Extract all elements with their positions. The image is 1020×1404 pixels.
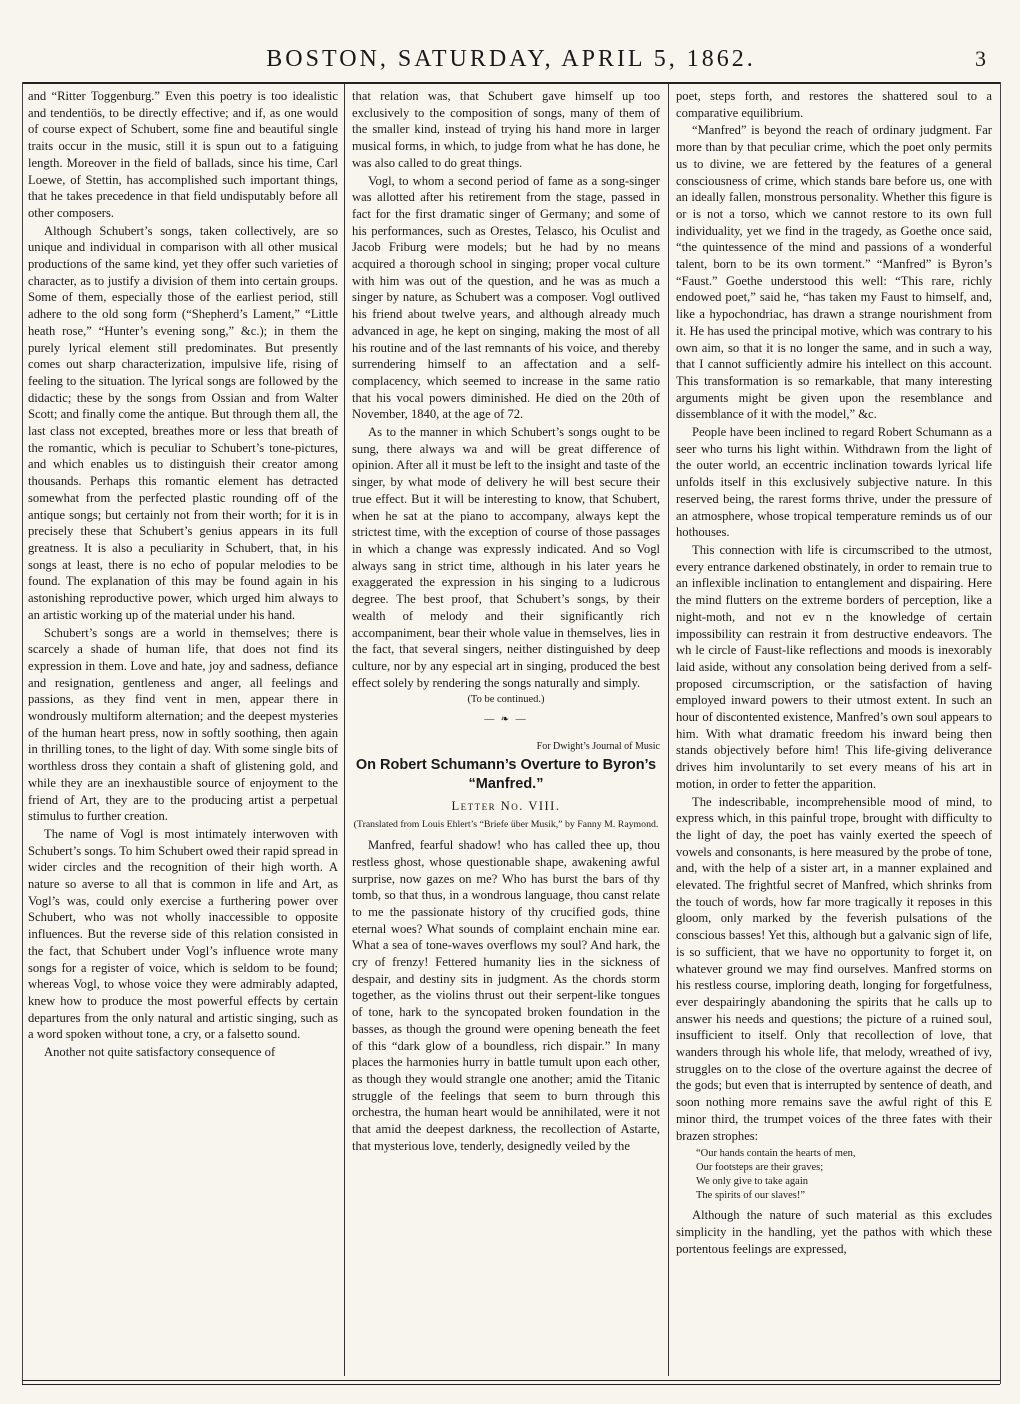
column-1 [28, 88, 338, 1378]
poem-line: “Our hands contain the hearts of men, [696, 1148, 856, 1160]
poem-quote [696, 1147, 992, 1203]
page-header [22, 40, 1000, 76]
frame-right [1000, 82, 1001, 1384]
column-3 [676, 88, 992, 1378]
poem-line: We only give to take again [696, 1176, 808, 1188]
col1-paragraph-4: The name of Vogl is most intimately interwoven with Schubert’s songs. To him Schubert owed their rapid spread in wider circles and the recognition of their high worth. A nature so averse to all that is common in life and Art, as Vogl’s was, could only exercise a furthering power over Schubert, who was not wholly inaccessible to opposite influences. But the reverse side of this relation consisted in the fact, that Schubert under Vogl’s influence wrote many songs for a register of voice, which is seldom to be found; whereas Vogl, to whose voice they were admirably adapted, knew how to produce the most powerful effects by certain departures from the only natural and artistic singing, such as a word spoken without tone, a cry, or a falsetto sound. [28, 826, 338, 1042]
col1-paragraph-1: and “Ritter Toggenburg.” Even this poetry is too idealistic and tendentiös, to be directly effective; and if, as one would of course expect of Schubert, some fine and beautiful single traits occur in the music, still it is spun out to a fatiguing length. Moreover in the field of ballads, since his time, Carl Loewe, of Stettin, has accomplished such important things, that he takes precedence in that field undisputably before all other composers. [28, 89, 338, 220]
col1-paragraph-3: Schubert’s songs are a world in themselves; there is scarcely a shade of human life, that does not find its expression in them. Love and hate, joy and sadness, defiance and resignation, gentleness and anger, all feelings and passions, as they find vent in men, appear there in wondrously multiform alternation; and the deepest mysteries of the human heart press, now in softly soothing, then again in thrilling tones, to the light of day. With some single bits of worthless dross they contain a shaft of glistening gold, and while they are an inexhaustible source of enjoyment to the friend of Art, they are to the producing artist a perpetual stimulus to further creation. [28, 625, 338, 824]
poem-line: Our footsteps are their graves; [696, 1162, 824, 1174]
page-number: 3 [975, 46, 986, 71]
col3-paragraph-2: “Manfred” is beyond the reach of ordinary judgment. Far more than by that peculiar crime, which the poet only permits us to divine, we are fettered by the features of a general consciousness of crime, which stands bare before us, one with an ideally fallen, monstrous personality. Whether this figure is or is not a torso, which we cannot restore to its own full individuality, yet we find in the tragedy, as Goethe once said, “the quintessence of the mind and passions of a wonderful talent, born to be its own torment.” “Manfred” is Byron’s “Faust.” Goethe understood this well: “This rare, richly endowed poet,” said he, “has taken my Faust to himself, and, like a hypochondriac, has drawn a strange nourishment from it. He has used the principal motive, which was contrary to his own aim, so that it is no longer the same, and in such a way, that I cannot sufficiently admire his intellect on this account. This transformation is so remarkable, that many interesting arguments might be given upon the resemblance and dissemblance of it with the model,” &c. [676, 123, 992, 422]
col1-paragraph-5: Another not quite satisfactory consequence of [44, 1045, 276, 1060]
column-divider-1 [344, 84, 345, 1376]
translation-note: (Translated from Louis Ehlert’s “Briefe über Musik,” by Fanny M. Raymond. [353, 819, 659, 831]
footer-rule [22, 1380, 1000, 1381]
header-rule [22, 82, 1000, 84]
col2-paragraph-4: Manfred, fearful shadow! who has called thee up, thou restless ghost, whose questionable shape, awakening awful surprise, now gazes on me? Who has burst the bars of thy tomb, so that thus, in a wondrous language, thou canst relate to me the passionate history of thy crucified gods, thine eternal woes? What sounds of complaint enchain mine ear. What a sea of tone-waves overflows my soul? And hark, the cry of frenzy! Fettered humanity lies in the sickness of despair, and destiny sits in judgment. As the chords storm together, as the violins thrust out their serpent-like tongues of tone, hark to the syncopated broken foundation in the basses, as though the ground were opening beneath the feet of this “dark glow of a boundless, rich dispair.” In many places the harmonies hurry in battle tumult upon each other, as though they would strangle one another; amid the Titanic struggle of the feelings that seem to burn through this orchestra, the human heart would be annihilated, were it not that amid the deepest darkness, the recollection of Astarte, that mysterious love, tenderly, designedly veiled by the [352, 838, 660, 1153]
footer-rule-double [22, 1384, 1000, 1385]
to-be-continued: (To be continued.) [467, 694, 545, 706]
masthead-title: BOSTON, SATURDAY, APRIL 5, 1862. [266, 46, 756, 72]
article-title: On Robert Schumann’s Overture to Byron’s “Manfred.” [355, 757, 657, 793]
col1-paragraph-2: Although Schubert’s songs, taken collectively, are so unique and individual in comparison with all other musical productions of the same kind, yet they offer such varieties of character, as to justify a division of them into certain groups. Some of them, especially those of the earliest period, still adhere to the old song form (“Shepherd’s Lament,” “Little heath rose,” “Hunter’s evening song,” &c.); in them the purely lyrical element still predominates. But presently comes out sharp characterization, impulsive life, rising of feeling to the situation. The lyrical songs are followed by the didactic; these by the songs from Ossian and from Walter Scott; and finally come the antique. But through them all, the last class not excepted, breathes more or less that breath of the romantic, which is peculiar to Schubert’s tone-pictures, and which enables us to distinguish their creator among thousands. Perhaps this romantic element has detracted somewhat from the perfected plastic rounding off of the antique songs; but certainly not from their worth; for it is in precisely these that Schubert’s genius appears in its full greatness. It is also a peculiarity in Schubert, that, in his songs at least, there is no echo of popular melodies to be found. The explanation of this may be found again in his astonishing reproductive power, which urged him always to an artistic working up of the material under his hand. [28, 223, 338, 622]
col3-paragraph-3: People have been inclined to regard Robert Schumann as a seer who turns his light within. Withdrawn from the light of the outer world, an eccentric inclination towards lyrical life unfolds itself in this exclusively subjective nature. In this reserved being, the rarest forms thrive, under the pressure of an atmosphere, whose tropical temperature reminds us of our hothouses. [676, 425, 992, 540]
col2-paragraph-2: Vogl, to whom a second period of fame as a song-singer was allotted after his retirement from the stage, passed in fact for the first dramatic singer of Germany; and some of his performances, such as Orestes, Telasco, his Oculist and Jacob Friburg were models; but he had by no means acquired a thorough school in singing; proper vocal culture with him was out of the question, and he was as much a singer by nature, as Schubert was a composer. Vogl outlived his friend about twelve years, and although already much advanced in age, he kept on singing, making the most of all his routine and of the last remnants of his voice, and thereby surrendering himself to an affectation and a self-complacency, which seemed to increase in the same ratio that his vocal powers diminished. He died on the 20th of November, 1840, at the age of 72. [352, 173, 660, 422]
frame-left [22, 82, 23, 1384]
col3-paragraph-5: The indescribable, incomprehensible mood of mind, to express which, in this painful trope, brought with difficulty to the light of day, the poet has vainly exerted the speech of vowels and consonants, is here measured by the probe of tone, and, with the help of a sister art, in a manner explained and elevated. The frightful secret of Manfred, which shrinks from the touch of words, how far more tragically it reposes in this gloom, only marked by the feverish pulsations of the conscious basses! Yet this, although but a galvanic sign of life, is so sufficient, that we have no opportunity to forget it, on whatever ground we may find ourselves. Manfred storms on his restless course, imploring death, longing for forgetfulness, ever despairingly abandoning the spirits that he calls up to answer his needs and questions; the picture of a ruined soul, insufficient to itself. Only that recollection of love, that wanders through his whole life, that melody, wreathed of ivy, struggles on to the close of the overture against the decree of the gods; but even that is interrupted by sentence of death, and soon nothing more remains save the awful right of this E minor third, the trumpet voices of the three fates with their brazen strophes: [676, 794, 992, 1143]
col2-paragraph-3: As to the manner in which Schubert’s songs ought to be sung, there always wa and will be great difference of opinion. After all it must be left to the insight and taste of the singer, by what mode of delivery he will best secure their true effect. But it will be interesting to know, that Schubert, when he sat at the piano to accompany, always kept the strictest time, with the exception of course of those passages in which a change was expressly indicated. And so Vogl always sang in strict time, although in his later years he exaggerated the expression in his singing to a ludicrous degree. The best proof, that Schubert’s songs, by their wealth of melody and their significantly rich accompaniment, bear their whole value in themselves, lies in the fact, that several singers, neither distinguished by deep culture, nor by any especial art in singing, produced the best effect solely by rendering the songs naturally and simply. [352, 425, 660, 690]
letter-number: Letter No. VIII. [451, 799, 561, 814]
section-ornament: — ❧ — [484, 714, 528, 726]
journal-credit: For Dwight’s Journal of Music [536, 740, 660, 752]
col3-paragraph-6: Although the nature of such material as this excludes simplicity in the handling, yet the pathos with which these portentous feelings are expressed, [676, 1208, 992, 1256]
poem-line: The spirits of our slaves!” [696, 1190, 806, 1202]
col2-paragraph-1: that relation was, that Schubert gave himself up too exclusively to the composition of songs, many of them of the smaller kind, instead of trying his hand more in larger musical forms, in which, to judge from what he has done, he was also called to do great things. [352, 89, 660, 170]
col3-paragraph-1: poet, steps forth, and restores the shattered soul to a comparative equilibrium. [676, 89, 992, 120]
col3-paragraph-4: This connection with life is circumscribed to the utmost, every entrance darkened obstinately, in order to remain true to an inflexible inclination to entanglement and dispairing. Here the mind flutters on the extreme borders of perception, like a night-moth, and not ev n the knowledge of certain impossibility can restrain it from destructive endeavors. The wh le circle of Faust-like reflections and moods is inexorably laid aside, without any consolation being derived from a self-proposed circumscription, or the satisfaction of having employed inward powers to their utmost extent. In such an hour of discontented existence, Manfred’s own soul appears to him. With what dramatic freedom his inward being then stands objectively before him! This life-giving deliverance drives him involuntarily to set every means of his art in motion, in order to fetter the apparition. [676, 542, 992, 791]
column-divider-2 [668, 84, 669, 1376]
column-2 [352, 88, 660, 1378]
